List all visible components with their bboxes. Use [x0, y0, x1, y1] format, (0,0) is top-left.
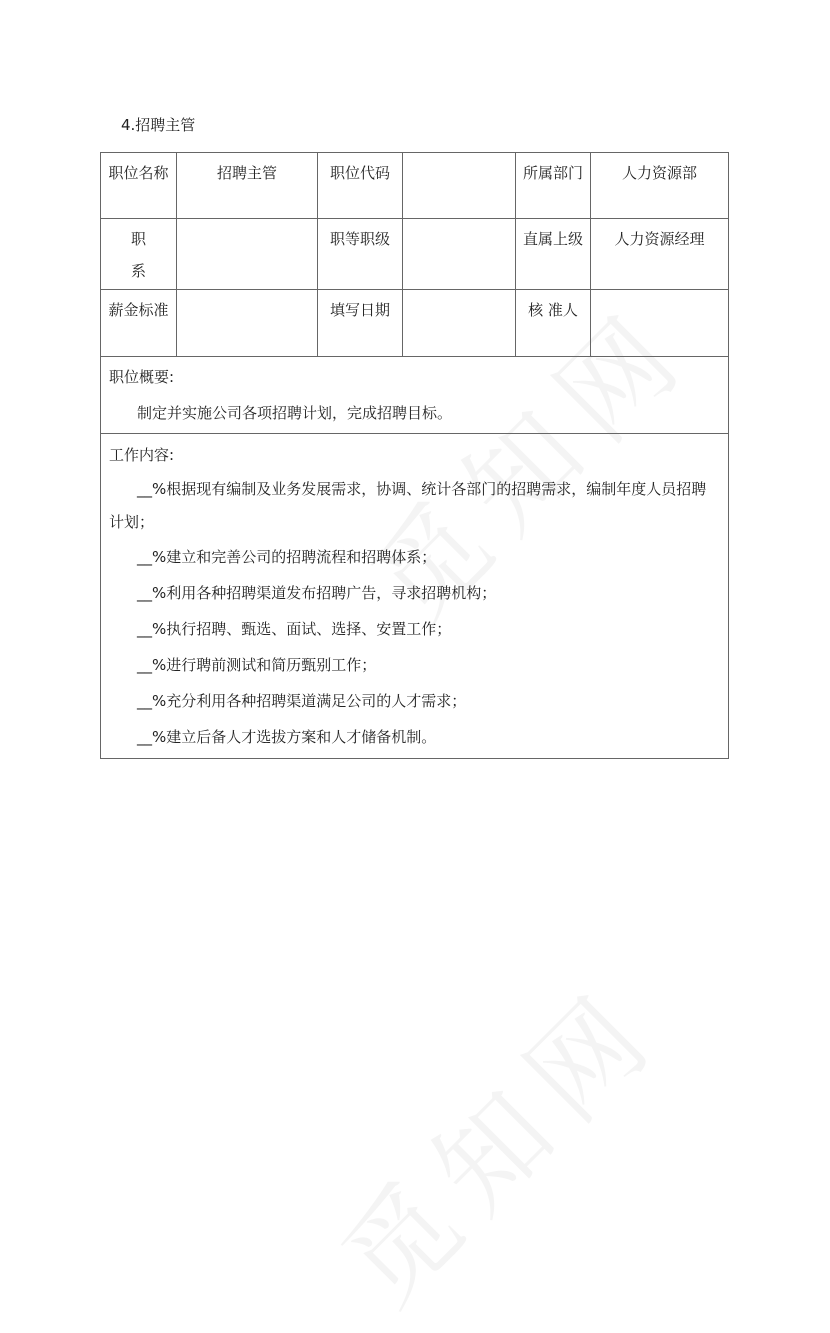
label-cell: 薪金标准 [101, 290, 177, 357]
watermark [301, 945, 688, 1332]
table-row [101, 153, 729, 219]
duty-item: __%根据现有编制及业务发展需求，协调、统计各部门的招聘需求，编制年度人员招聘计划； [109, 480, 707, 531]
duties-row [101, 434, 729, 759]
value-cell: 招聘主管 [177, 153, 318, 219]
value-cell [403, 290, 516, 357]
table-row [101, 290, 729, 357]
section-title: 4.招聘主管 [121, 116, 196, 134]
job-description-table [100, 152, 729, 759]
duty-item: __%充分利用各种招聘渠道满足公司的人才需求； [137, 692, 467, 710]
duties-cell [101, 434, 729, 759]
label-cell: 直属上级 [516, 219, 591, 290]
summary-row [101, 357, 729, 434]
table-row [101, 219, 729, 290]
duty-item: __%利用各种招聘渠道发布招聘广告，寻求招聘机构； [137, 584, 497, 602]
value-cell [403, 219, 516, 290]
value-cell: 人力资源经理 [591, 219, 729, 290]
label-cell: 所属部门 [516, 153, 591, 219]
summary-cell [101, 357, 729, 434]
duty-item: __%建立后备人才选拔方案和人才储备机制。 [137, 728, 437, 746]
label-cell: 职位名称 [101, 153, 177, 219]
label-cell: 职等职级 [318, 219, 403, 290]
label-cell: 填写日期 [318, 290, 403, 357]
value-cell [177, 219, 318, 290]
value-cell [591, 290, 729, 357]
summary-text: 制定并实施公司各项招聘计划，完成招聘目标。 [137, 404, 453, 422]
duties-label: 工作内容: [109, 446, 175, 464]
duty-item: __%进行聘前测试和简历甄别工作； [137, 656, 377, 674]
value-cell [403, 153, 516, 219]
label-cell: 核 准人 [516, 290, 591, 357]
value-cell [177, 290, 318, 357]
label-cell: 职位代码 [318, 153, 403, 219]
duty-item: __%建立和完善公司的招聘流程和招聘体系； [137, 548, 437, 566]
value-cell: 人力资源部 [591, 153, 729, 219]
summary-label: 职位概要: [109, 368, 175, 386]
duty-item: __%执行招聘、甄选、面试、选择、安置工作； [137, 620, 452, 638]
label-cell: 职 系 [101, 219, 177, 290]
